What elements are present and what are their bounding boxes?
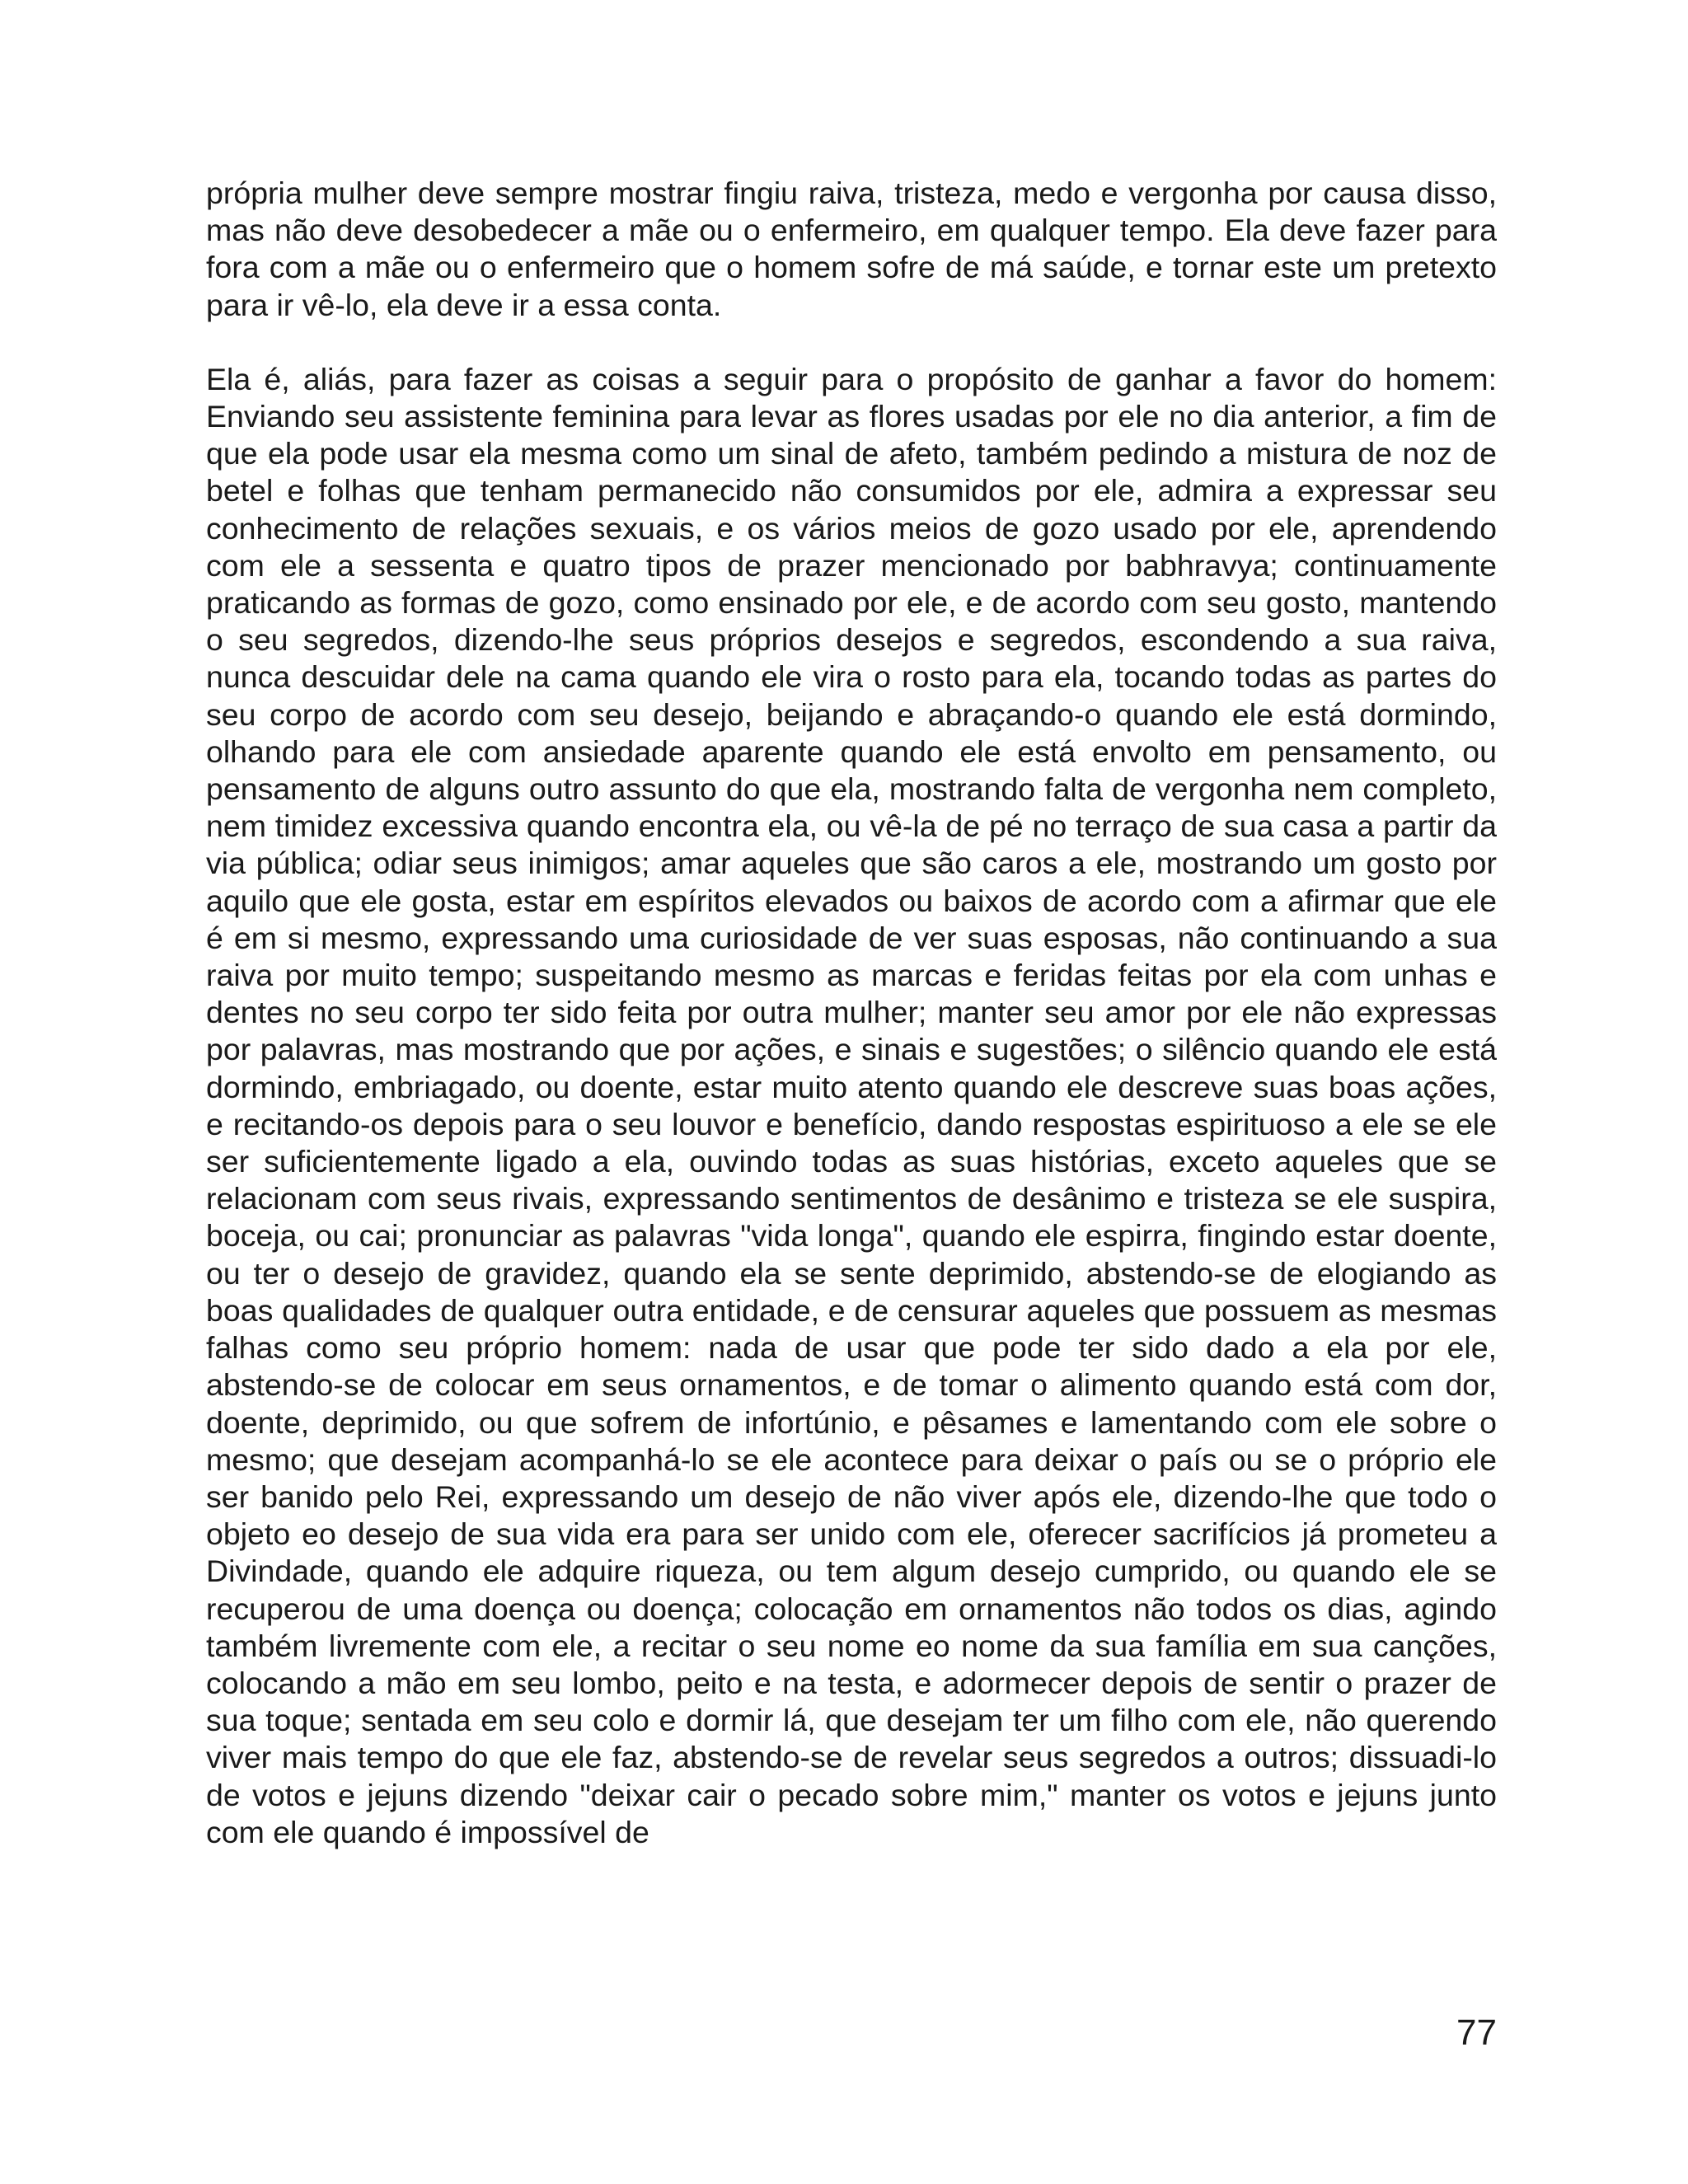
page-number: 77 <box>1456 2013 1497 2053</box>
paragraph-2: Ela é, aliás, para fazer as coisas a seguir para o propósito de ganhar a favor do homem: Enviando seu assistente feminina para levar as flores usadas por ele no dia anterior, a fim de que ela pode usar ela mesma como um sinal de afeto, também pedindo a mistura de noz de betel e folhas que tenham permanecido não consumidos por ele, admira a expressar seu conhecimento de relações sexuais, e os vários meios de gozo usado por ele, aprendendo com ele a sessenta e quatro tipos de prazer mencionado por babhravya; continuamente praticando as formas de gozo, como ensinado por ele, e de acordo com seu gosto, mantendo o seu segredos, dizendo-lhe seus próprios desejos e segredos, escondendo a sua raiva, nunca descuidar dele na cama quando ele vira o rosto para ela, tocando todas as partes do seu corpo de acordo com seu desejo, beijando e abraçando-o quando ele está dormindo, olhando para ele com ansiedade aparente quando ele está envolto em pensamento, ou pensamento de alguns outro assunto do que ela, mostrando falta de vergonha nem completo, nem timidez excessiva quando encontra ela, ou vê-la de pé no terraço de sua casa a partir da via pública; odiar seus inimigos; amar aqueles que são caros a ele, mostrando um gosto por aquilo que ele gosta, estar em espíritos elevados ou baixos de acordo com a afirmar que ele é em si mesmo, expressando uma curiosidade de ver suas esposas, não continuando a sua raiva por muito tempo; suspeitando mesmo as marcas e feridas feitas por ela com unhas e dentes no seu corpo ter sido feita por outra mulher; manter seu amor por ele não expressas por palavras, mas mostrando que por ações, e sinais e sugestões; o silêncio quando ele está dormindo, embriagado, ou doente, estar muito atento quando ele descreve suas boas ações, e recitando-os depois para o seu louvor e benefício, dando respostas espirituoso a ele se ele ser suficientemente ligado a ela, ouvindo todas as suas histórias, exceto aqueles que se relacionam com seus rivais, expressando sentimentos de desânimo e tristeza se ele suspira, boceja, ou cai; pronunciar as palavras "vida longa", quando ele espirra, fingindo estar doente, ou ter o desejo de gravidez, quando ela se sente deprimido, abstendo-se de elogiando as boas qualidades de qualquer outra entidade, e de censurar aqueles que possuem as mesmas falhas como seu próprio homem: nada de usar que pode ter sido dado a ela por ele, abstendo-se de colocar em seus ornamentos, e de tomar o alimento quando está com dor, doente, deprimido, ou que sofrem de infortúnio, e pêsames e lamentando com ele sobre o mesmo; que desejam acompanhá-lo se ele acontece para deixar o país ou se o próprio ele ser banido pelo Rei, expressando um desejo de não viver após ele, dizendo-lhe que todo o objeto eo desejo de sua vida era para ser unido com ele, oferecer sacrifícios já prometeu a Divindade, quando ele adquire riqueza, ou tem algum desejo cumprido, ou quando ele se recuperou de uma doença ou doença; colocação em ornamentos não todos os dias, agindo também livremente com ele, a recitar o seu nome eo nome da sua família em sua canções, colocando a mão em seu lombo, peito e na testa, e adormecer depois de sentir o prazer de sua toque; sentada em seu colo e dormir lá, que desejam ter um filho com ele, não querendo viver mais tempo do que ele faz, abstendo-se de revelar seus segredos a outros; dissuadi-lo de votos e jejuns dizendo "deixar cair o pecado sobre mim," manter os votos e jejuns junto com ele quando é impossível de <box>206 361 1497 1849</box>
paragraph-1: própria mulher deve sempre mostrar fingiu raiva, tristeza, medo e vergonha por causa disso, mas não deve desobedecer a mãe ou o enfermeiro, em qualquer tempo. Ela deve fazer para fora com a mãe ou o enfermeiro que o homem sofre de má saúde, e tornar este um pretexto para ir vê-lo, ela deve ir a essa conta. <box>206 176 1497 322</box>
body-text <box>206 175 1497 1851</box>
